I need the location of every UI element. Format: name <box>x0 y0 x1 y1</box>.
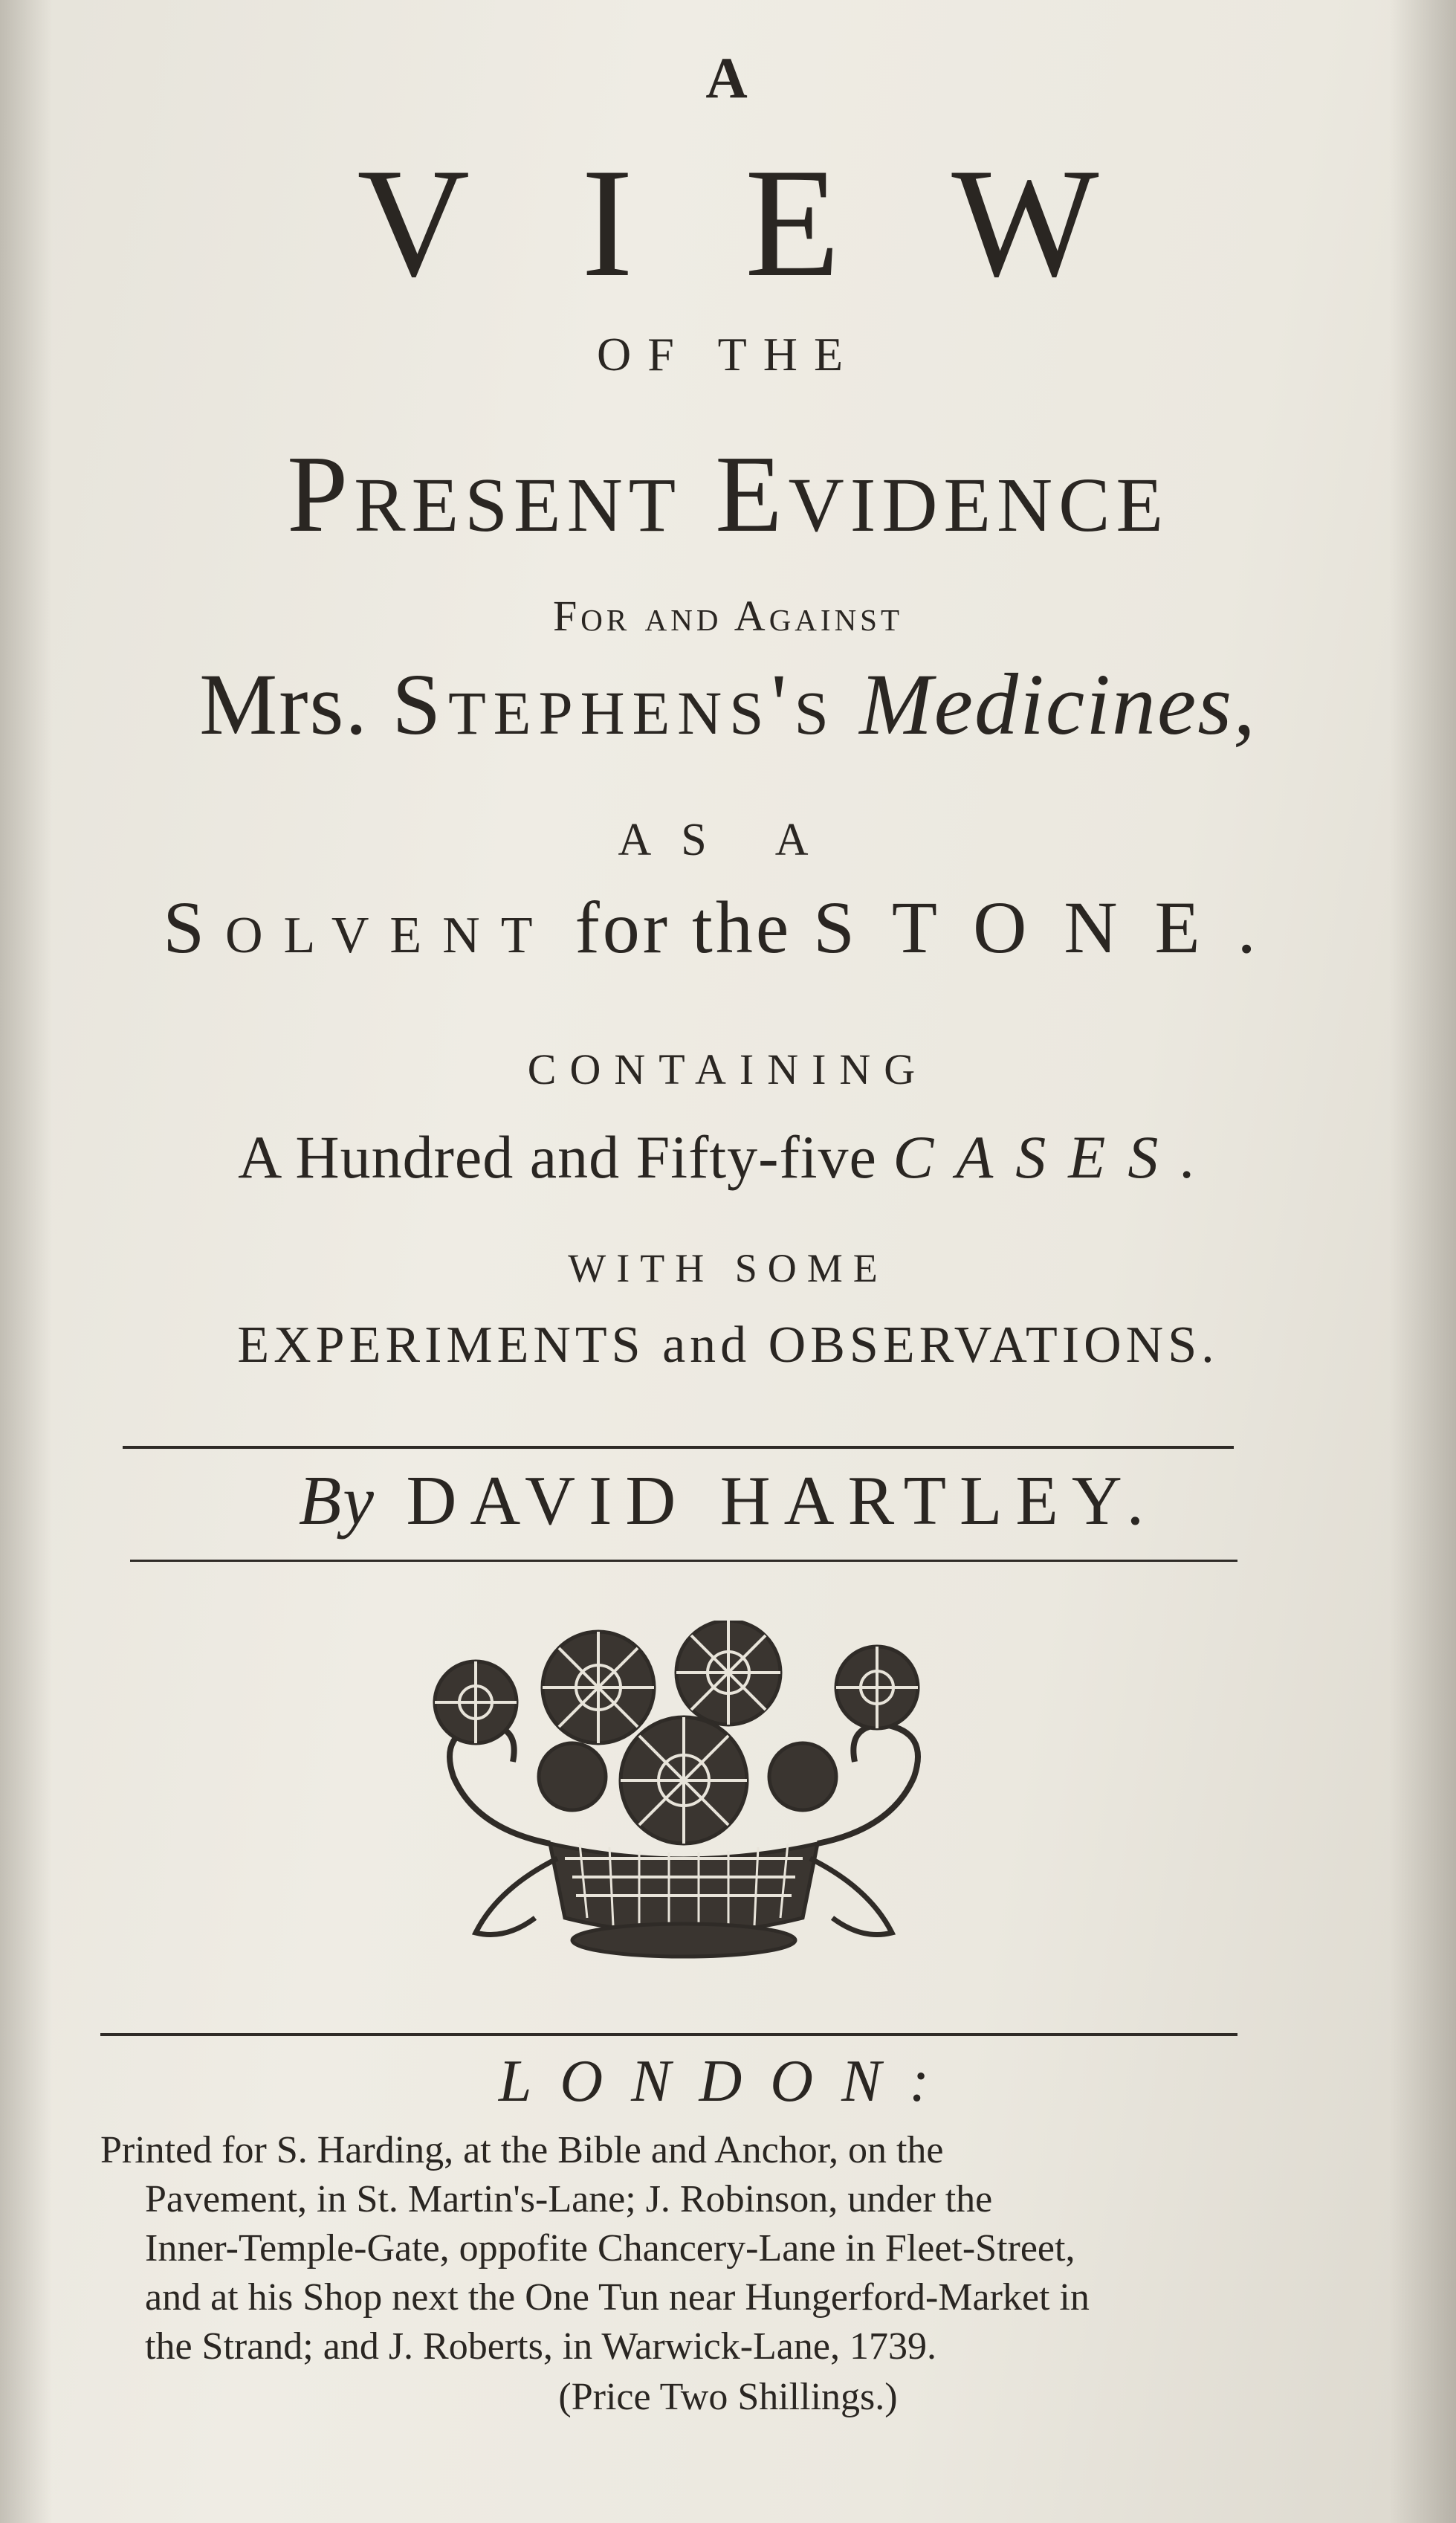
for-the-text: for the <box>575 886 792 969</box>
imprint-row: the Strand; and J. Roberts, in Warwick-Lane, 1739. <box>145 2325 936 2368</box>
by-text: By <box>298 1462 376 1540</box>
top-rule <box>123 1446 1234 1449</box>
medicines-text: Medicines, <box>859 656 1257 753</box>
stephens-text: Stephens's <box>392 656 836 753</box>
imprint-block <box>100 2126 1237 2371</box>
line-hundred-cases <box>0 1122 1456 1192</box>
cases-text: CASES. <box>893 1123 1218 1191</box>
imprint-row: Printed for S. Harding, at the Bible and Anchor, on the <box>100 2129 944 2171</box>
author-name: DAVID HARTLEY. <box>406 1462 1158 1540</box>
line-as-a: AS A <box>618 815 838 865</box>
line-experiments-observations: EXPERIMENTS and OBSERVATIONS. <box>237 1317 1219 1374</box>
hundred-text: A Hundred and Fifty-five <box>238 1123 877 1191</box>
imprint-row: and at his Shop next the One Tun near Hungerford-Market in <box>145 2276 1090 2319</box>
line-mrs-stephens-medicines <box>0 654 1456 755</box>
line-with-some: WITH SOME <box>568 1246 888 1290</box>
mrs-text: Mrs. <box>199 656 369 753</box>
imprint-row: Pavement, in St. Martin's-Lane; J. Robinson, under the <box>145 2178 993 2220</box>
line-of-the: OF THE <box>596 328 860 381</box>
line-present-evidence: Present Evidence <box>287 433 1169 555</box>
flower-basket-ornament-icon <box>386 1621 981 1970</box>
imprint-rule <box>100 2033 1237 2036</box>
line-view: VIEW <box>357 137 1211 309</box>
line-for-against: For and Against <box>552 592 904 640</box>
stone-text: STONE. <box>813 886 1293 969</box>
solvent-text: Solvent <box>163 886 554 969</box>
line-a: A <box>705 45 751 110</box>
line-london: LONDON: <box>498 2049 958 2114</box>
author-rule <box>130 1560 1237 1562</box>
line-containing: CONTAINING <box>527 1045 929 1093</box>
line-by-author <box>0 1461 1456 1541</box>
imprint-row: Inner-Temple-Gate, oppofite Chancery-Lane in Fleet-Street, <box>145 2227 1075 2270</box>
line-price: (Price Two Shillings.) <box>558 2376 898 2418</box>
line-solvent-stone <box>0 885 1456 970</box>
